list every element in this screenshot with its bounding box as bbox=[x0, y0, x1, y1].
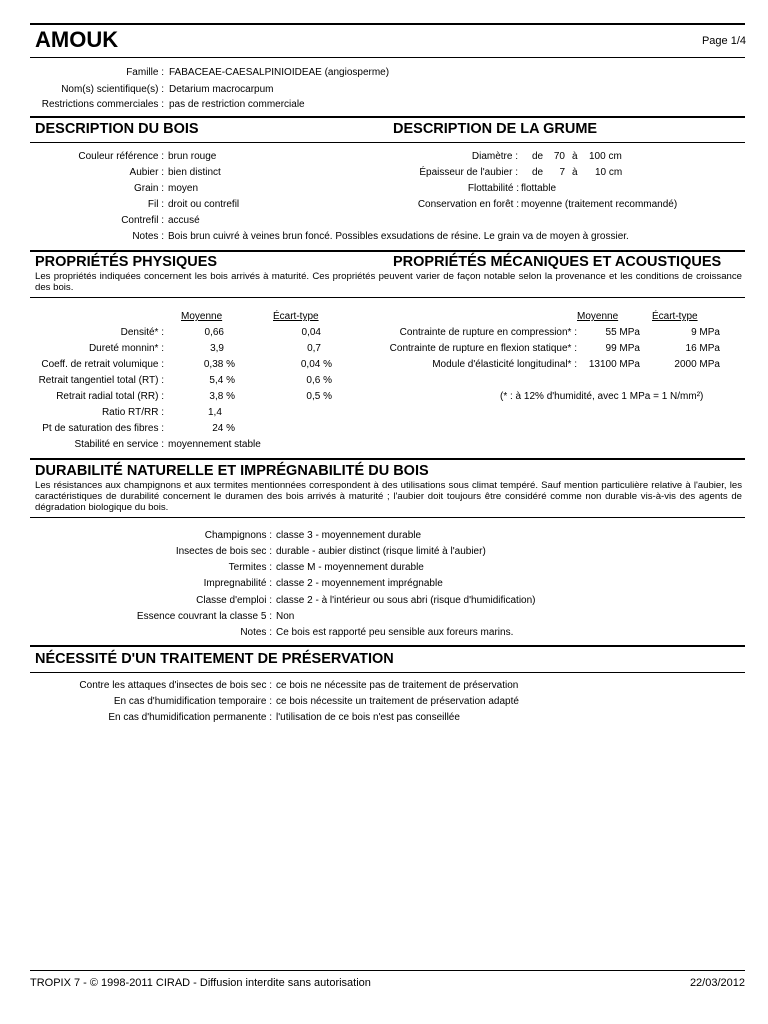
header-rule bbox=[30, 57, 745, 58]
section-rule bbox=[30, 250, 745, 252]
fil-label: Fil : bbox=[147, 199, 164, 210]
retrait-radial-moy: 3,8 % bbox=[209, 391, 235, 402]
humidification-permanente-value: l'utilisation de ce bois n'est pas conseillée bbox=[276, 712, 460, 723]
compression-ecart: 9 MPa bbox=[691, 327, 720, 338]
grain-value: moyen bbox=[168, 183, 199, 194]
top-rule bbox=[30, 23, 745, 25]
famille-label: Famille : bbox=[126, 67, 164, 78]
impregnabilite-label: Impregnabilité : bbox=[203, 578, 272, 589]
diametre-a: à bbox=[572, 151, 578, 162]
footer-date: 22/03/2012 bbox=[689, 977, 745, 989]
insectes-value: durable - aubier distinct (risque limité à l'aubier) bbox=[276, 546, 486, 557]
retrait-tangentiel-label: Retrait tangentiel total (RT) : bbox=[38, 375, 164, 386]
desc-bois-heading: DESCRIPTION DU BOIS bbox=[35, 121, 199, 137]
densite-ecart: 0,04 bbox=[301, 327, 321, 338]
famille-value: FABACEAE-CAESALPINIOIDEAE (angiosperme) bbox=[169, 67, 390, 78]
retrait-volumique-label: Coeff. de retrait volumique : bbox=[41, 359, 164, 370]
ratio-label: Ratio RT/RR : bbox=[101, 407, 164, 418]
phys-col-moyenne: Moyenne bbox=[181, 311, 223, 322]
durab-notes-value: Ce bois est rapporté peu sensible aux foreurs marins. bbox=[276, 627, 514, 638]
termites-value: classe M - moyennement durable bbox=[276, 562, 424, 573]
aubier-label: Aubier : bbox=[129, 167, 164, 178]
flexion-moy: 99 MPa bbox=[605, 343, 640, 354]
champignons-label: Champignons : bbox=[204, 530, 272, 541]
nom-scientifique-label: Nom(s) scientifique(s) : bbox=[61, 84, 164, 95]
humidification-temporaire-value: ce bois nécessite un traitement de préservation adapté bbox=[276, 696, 519, 707]
saturation-moy: 24 % bbox=[212, 423, 235, 434]
section-rule bbox=[30, 517, 745, 518]
section-rule bbox=[30, 645, 745, 647]
meca-col-ecart: Écart-type bbox=[652, 311, 698, 322]
notes-value: Bois brun cuivré à veines brun foncé. Possibles exsudations de résine. Le grain va de moyen à grossier. bbox=[168, 231, 629, 242]
saturation-label: Pt de saturation des fibres : bbox=[42, 423, 164, 434]
epaisseur-label: Épaisseur de l'aubier : bbox=[419, 167, 518, 178]
flottabilite-label: Flottabilité : bbox=[467, 183, 519, 194]
section-rule bbox=[30, 458, 745, 460]
traitement-insectes-label: Contre les attaques d'insectes de bois sec : bbox=[79, 680, 272, 691]
meca-col-moyenne: Moyenne bbox=[577, 311, 619, 322]
retrait-volumique-ecart: 0,04 % bbox=[300, 359, 332, 370]
module-ecart: 2000 MPa bbox=[674, 359, 720, 370]
conservation-value: moyenne (traitement recommandé) bbox=[521, 199, 678, 210]
retrait-volumique-moy: 0,38 % bbox=[203, 359, 235, 370]
epaisseur-de: de bbox=[532, 167, 544, 178]
stabilite-label: Stabilité en service : bbox=[74, 439, 164, 450]
stabilite-value: moyennement stable bbox=[168, 439, 261, 450]
module-moy: 13100 MPa bbox=[588, 359, 640, 370]
restrictions-value: pas de restriction commerciale bbox=[169, 99, 305, 110]
module-label: Module d'élasticité longitudinal* : bbox=[432, 359, 577, 370]
compression-moy: 55 MPa bbox=[605, 327, 640, 338]
footer-rule bbox=[30, 970, 745, 971]
page-title: AMOUK bbox=[35, 27, 119, 52]
retrait-tangentiel-ecart: 0,6 % bbox=[306, 375, 332, 386]
aubier-value: bien distinct bbox=[168, 167, 221, 178]
nom-scientifique-value: Detarium macrocarpum bbox=[169, 84, 274, 95]
conservation-label: Conservation en forêt : bbox=[417, 199, 519, 210]
humidification-temporaire-label: En cas d'humidification temporaire : bbox=[113, 696, 272, 707]
grain-label: Grain : bbox=[133, 183, 164, 194]
classe5-value: Non bbox=[276, 611, 295, 622]
durete-label: Dureté monnin* : bbox=[88, 343, 164, 354]
fil-value: droit ou contrefil bbox=[168, 199, 240, 210]
epaisseur-min: 7 bbox=[559, 167, 565, 178]
contrefil-label: Contrefil : bbox=[121, 215, 164, 226]
traitement-insectes-value: ce bois ne nécessite pas de traitement de préservation bbox=[276, 680, 519, 691]
section-rule bbox=[30, 116, 745, 118]
epaisseur-a: à bbox=[572, 167, 578, 178]
restrictions-label: Restrictions commerciales : bbox=[41, 99, 164, 110]
footer-copyright: TROPIX 7 - © 1998-2011 CIRAD - Diffusion interdite sans autorisation bbox=[30, 977, 371, 989]
retrait-radial-label: Retrait radial total (RR) : bbox=[56, 391, 164, 402]
diametre-max: 100 cm bbox=[589, 151, 622, 162]
durabilite-intro: Les résistances aux champignons et aux termites mentionnées correspondent à des utilisations sous climat tempéré. Sauf mention particulière relative à l'aubier, les caractéristiques de durabilité concernent le duramen des bois arrivés à maturité ; l'aubier doit toujours être considéré comme non durable vis-à-vis des agents de dégradation biologique du bois. bbox=[35, 480, 742, 513]
notes-label: Notes : bbox=[132, 231, 164, 242]
section-rule bbox=[30, 672, 745, 673]
meca-heading: PROPRIÉTÉS MÉCANIQUES ET ACOUSTIQUES bbox=[393, 254, 722, 270]
diametre-min: 70 bbox=[553, 151, 565, 162]
durabilite-heading: DURABILITÉ NATURELLE ET IMPRÉGNABILITÉ DU BOIS bbox=[35, 463, 429, 479]
section-rule bbox=[30, 297, 745, 298]
section-rule bbox=[30, 142, 745, 143]
durete-moy: 3,9 bbox=[210, 343, 224, 354]
epaisseur-max: 10 cm bbox=[595, 167, 623, 178]
desc-grume-heading: DESCRIPTION DE LA GRUME bbox=[393, 121, 598, 137]
flexion-label: Contrainte de rupture en flexion statique* : bbox=[389, 343, 577, 354]
traitement-heading: NÉCESSITÉ D'UN TRAITEMENT DE PRÉSERVATION bbox=[35, 651, 394, 667]
couleur-label: Couleur référence : bbox=[78, 151, 164, 162]
impregnabilite-value: classe 2 - moyennement imprégnable bbox=[276, 578, 443, 589]
phys-col-ecart: Écart-type bbox=[273, 311, 319, 322]
meca-footnote: (* : à 12% d'humidité, avec 1 MPa = 1 N/mm²) bbox=[500, 391, 704, 402]
classe-emploi-value: classe 2 - à l'intérieur ou sous abri (risque d'humidification) bbox=[276, 595, 536, 606]
insectes-label: Insectes de bois sec : bbox=[175, 546, 272, 557]
diametre-de: de bbox=[532, 151, 544, 162]
ratio-moy: 1,4 bbox=[208, 407, 222, 418]
phys-heading: PROPRIÉTÉS PHYSIQUES bbox=[35, 254, 218, 270]
durab-notes-label: Notes : bbox=[240, 627, 272, 638]
humidification-permanente-label: En cas d'humidification permanente : bbox=[108, 712, 272, 723]
page-number: Page 1/4 bbox=[701, 35, 746, 47]
diametre-label: Diamètre : bbox=[471, 151, 518, 162]
densite-label: Densité* : bbox=[120, 327, 164, 338]
couleur-value: brun rouge bbox=[168, 151, 217, 162]
champignons-value: classe 3 - moyennement durable bbox=[276, 530, 422, 541]
flottabilite-value: flottable bbox=[521, 183, 557, 194]
durete-ecart: 0,7 bbox=[307, 343, 321, 354]
termites-label: Termites : bbox=[228, 562, 272, 573]
retrait-radial-ecart: 0,5 % bbox=[306, 391, 332, 402]
densite-moy: 0,66 bbox=[204, 327, 224, 338]
compression-label: Contrainte de rupture en compression* : bbox=[399, 327, 577, 338]
classe-emploi-label: Classe d'emploi : bbox=[196, 595, 272, 606]
classe5-label: Essence couvrant la classe 5 : bbox=[136, 611, 272, 622]
contrefil-value: accusé bbox=[168, 215, 200, 226]
phys-intro: Les propriétés indiquées concernent les bois arrivés à maturité. Ces propriétés peuvent varier de façon notable selon la provenance et les conditions de croissance des bois. bbox=[35, 271, 742, 293]
retrait-tangentiel-moy: 5,4 % bbox=[209, 375, 235, 386]
flexion-ecart: 16 MPa bbox=[685, 343, 720, 354]
